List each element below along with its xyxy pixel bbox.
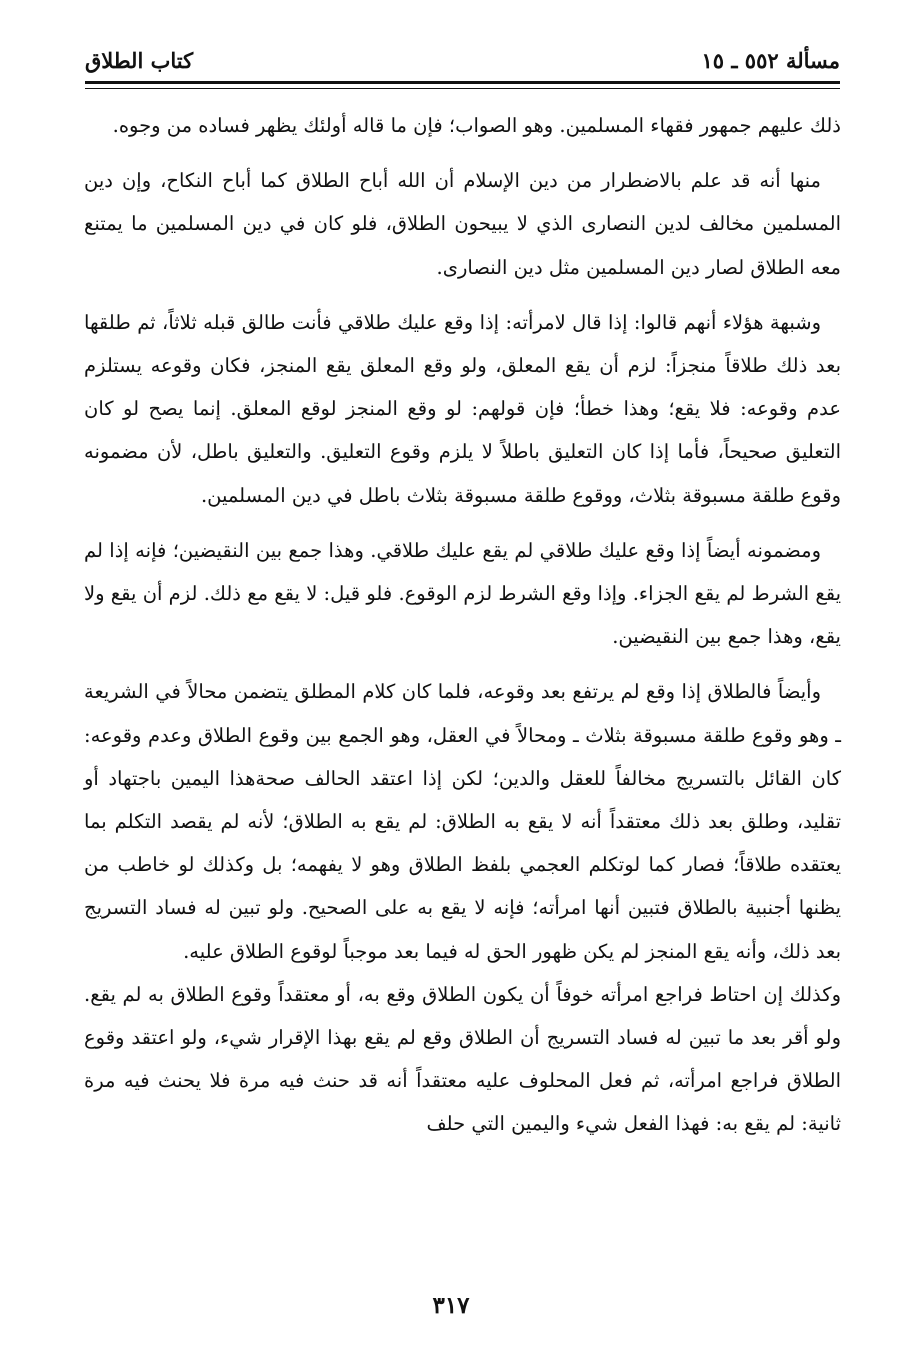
book-title: كتاب الطلاق [85,47,194,73]
running-header [85,40,840,80]
header-rule-thick [85,81,840,84]
paragraph: ذلك عليهم جمهور فقهاء المسلمين. وهو الصواب؛ فإن ما قاله أولئك يظهر فساده من وجوه. [112,114,841,137]
paragraph: ومضمونه أيضاً إذا وقع عليك طلاقي لم يقع عليك طلاقي. وهذا جمع بين النقيضين؛ فإنه إذا لم يقع الشرط لم يقع الجزاء. وإذا وقع الشرط لزم الوقوع. فلو قيل: لا يقع مع ذلك. لزم أن يقع ولا يقع، وهذا جمع بين النقيضين. [84,538,841,649]
body-text [84,104,841,1146]
section-number: مسألة ٥٥٢ ـ ١٥ [701,47,840,73]
paragraph: وشبهة هؤلاء أنهم قالوا: إذا قال لامرأته: إذا وقع عليك طلاقي فأنت طالق قبله ثلاثاً، ثم طلقها بعد ذلك طلاقاً منجزاً: لزم أن يقع المعلق، ولو وقع المعلق يقع المنجز، فكان وقوعه يستلزم عدم وقوعه: فلا يقع؛ وهذا خطأ؛ فإن قولهم: لو وقع المنجز لوقع المعلق. إنما يصح لو كان التعليق صحيحاً، فأما إذا كان التعليق باطلاً لا يلزم وقوع التعليق. والتعليق باطل، لأن مضمونه وقوع طلقة مسبوقة بثلاث، ووقوع طلقة مسبوقة بثلاث باطل في دين المسلمين. [84,310,841,507]
paragraph: منها أنه قد علم بالاضطرار من دين الإسلام أن الله أباح الطلاق كما أباح النكاح، وإن دين المسلمين مخالف لدين النصارى الذي لا يبيحون الطلاق، فلو كان في دين المسلمين ما يمتنع معه الطلاق لصار دين المسلمين مثل دين النصارى. [84,169,841,279]
paragraph: وأيضاً فالطلاق إذا وقع لم يرتفع بعد وقوعه، فلما كان كلام المطلق يتضمن محالاً في الشريعة ـ وهو وقوع طلقة مسبوقة بثلاث ـ ومحالاً في العقل، وهو الجمع بين وقوع الطلاق وعدم وقوعه: كان القائل بالتسريج مخالفاً للعقل والدين؛ لكن إذا اعتقد الحالف صحةهذا اليمين باجتهاد أو تقليد، وطلق بعد ذلك معتقداً أنه لا يقع به الطلاق: لم يقع به الطلاق؛ لأنه لم يقصد التكلم بما يعتقده طلاقاً؛ فصار كما لوتكلم العجمي بلفظ الطلاق وهو لا يفهمه؛ بل وكذلك لو خاطب من يظنها أجنبية بالطلاق فتبين أنها امرأته؛ فإنه لا يقع به على الصحيح. ولو تبين له فساد التسريج بعد ذلك، وأنه يقع المنجز لم يكن ظهور الحق له فيما بعد موجباً لوقوع الطلاق عليه. [84,680,841,963]
page-number: ٣١٧ [432,1292,470,1319]
header-rule-thin [85,88,840,89]
paragraph: وكذلك إن احتاط فراجع امرأته خوفاً أن يكون الطلاق وقع به، أو معتقداً وقوع الطلاق به لم يقع. ولو أقر بعد ما تبين له فساد التسريج أن الطلاق وقع لم يقع بهذا الإقرار شيء، ولو اعتقد وقوع الطلاق فراجع امرأته، ثم فعل المحلوف عليه معتقداً أنه قد حنث فيه مرة فلا يحنث فيه مرة ثانية: لم يقع به: فهذا الفعل شيء واليمين التي حلف [84,982,841,1136]
